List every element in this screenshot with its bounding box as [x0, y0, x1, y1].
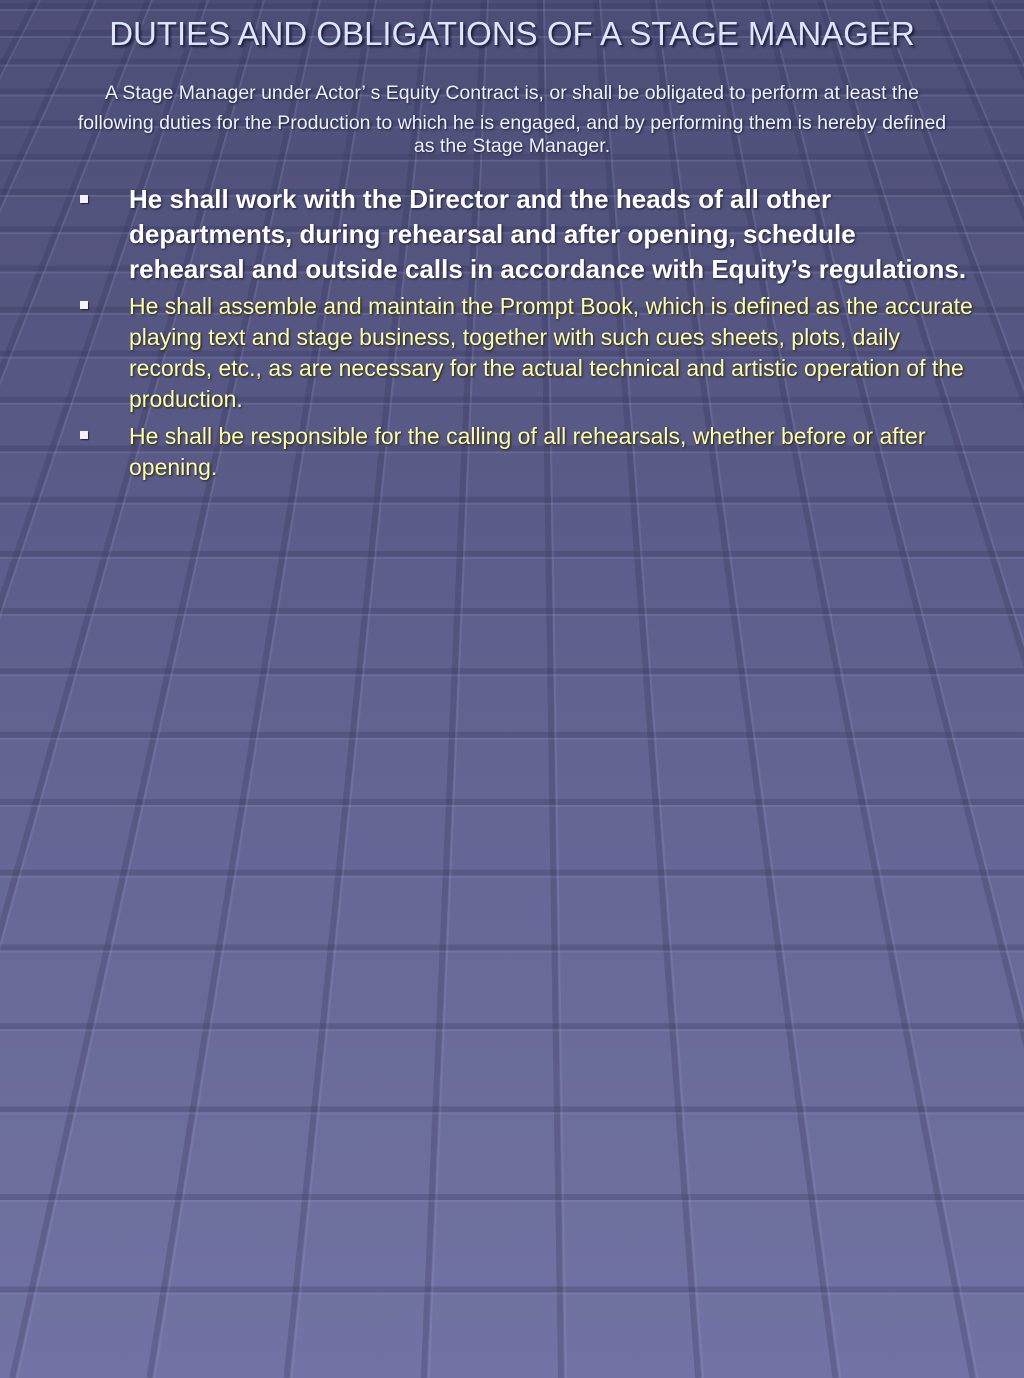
- duty-item: [74, 182, 974, 287]
- intro-line-3: as the Stage Manager.: [413, 135, 611, 157]
- intro-line-2: following duties for the Production to which he is engaged, and by performing them is hereby defined: [77, 112, 947, 134]
- slide-title: DUTIES AND OBLIGATIONS OF A STAGE MANAGER: [109, 15, 915, 52]
- duty-text: He shall assemble and maintain the Prompt Book, which is defined as the accurate playing text and stage business, together with such cues sheets, plots, daily records, etc., as are necessary for the actual technical and artistic operation of the production.: [129, 293, 973, 412]
- duty-text: He shall be responsible for the calling of all rehearsals, whether before or after opening.: [129, 423, 926, 480]
- square-bullet-icon: [80, 431, 88, 439]
- square-bullet-icon: [80, 301, 88, 309]
- square-bullet-icon: [80, 195, 88, 203]
- duty-item: [74, 421, 974, 483]
- intro-line-1: A Stage Manager under Actor’ s Equity Contract is, or shall be obligated to perform at least the: [104, 82, 920, 104]
- duty-item: [74, 291, 974, 415]
- duty-text: He shall work with the Director and the heads of all other departments, during rehearsal and after opening, schedule rehearsal and outside calls in accordance with Equity’s regulations.: [129, 184, 967, 284]
- intro-paragraph: [20, 78, 1004, 158]
- duties-list: [74, 182, 974, 483]
